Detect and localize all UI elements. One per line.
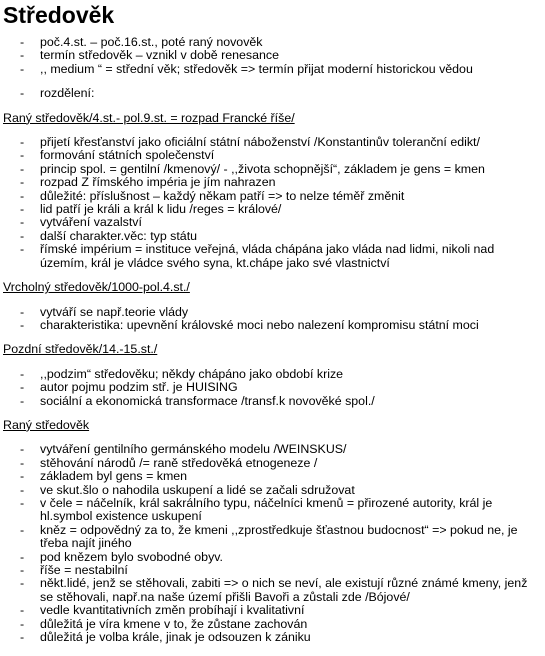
list-item: - vedle kvantitativních změn probíhají i kvalitativní (3, 604, 541, 617)
intro-extra-list (3, 87, 541, 100)
list-item: - charakteristika: upevnění královské moci nebo nalezení kompromisu státní moci (3, 319, 541, 332)
list-item: - princip spol. = gentilní /kmenový/ - ,,života schopnější“, základem je gens = kmen (3, 163, 541, 176)
list-item: - poč.4.st. – poč.16.st., poté raný novověk (3, 36, 541, 49)
list-item: - rozpad Z římského impéria je jím nahrazen (3, 176, 541, 189)
list-item: - vytváření gentilního germánského modelu /WEINSKUS/ (3, 443, 541, 456)
section-heading-early: Raný středověk/4.st.- pol.9.st. = rozpad Francké říše/ (3, 110, 295, 125)
list-item: - termín středověk – vznikl v době renesance (3, 49, 541, 62)
list-item: - důležitá je volba krále, jinak je odsouzen k zániku (3, 631, 541, 644)
section-list-high (3, 306, 541, 333)
list-item: - ve skut.šlo o nahodila uskupení a lidé se začali sdružovat (3, 484, 541, 497)
list-item: - říše = nestabilní (3, 564, 541, 577)
list-item: - vytváří se např.teorie vlády (3, 306, 541, 319)
section-heading-early-2: Raný středověk (3, 417, 90, 432)
list-item: - stěhování národů /= raně středověká etnogeneze / (3, 457, 541, 470)
list-item: - další charakter.věc: typ státu (3, 230, 541, 243)
list-item: - základem byl gens = kmen (3, 470, 541, 483)
list-item: - římské impérium = instituce veřejná, vláda chápána jako vláda nad lidmi, nikoli nad územím, král je vládce svého syna, kt.chápe jako své vlastnictví (3, 243, 541, 270)
list-item: - přijetí křesťanství jako oficiální státní náboženství /Konstantinův toleranční edikt/ (3, 136, 541, 149)
list-item: - vytváření vazalství (3, 216, 541, 229)
section-heading-high: Vrcholný středověk/1000-pol.4.st./ (3, 280, 190, 295)
document-page (3, 2, 541, 644)
list-item: - formování státních společenství (3, 149, 541, 162)
document-title: Středověk (3, 2, 115, 28)
list-item: - autor pojmu podzim stř. je HUISING (3, 381, 541, 394)
list-item: - ,, medium “ = střední věk; středověk => termín přijat moderní historickou vědou (3, 63, 541, 76)
list-item: - kněz = odpovědný za to, že kmeni ,,zprostředkuje šťastnou budocnost“ => pokud ne, je třeba najít jiného (3, 524, 541, 551)
list-item: - pod knězem bylo svobodné obyv. (3, 551, 541, 564)
section-list-early (3, 136, 541, 270)
section-heading-late: Pozdní středověk/14.-15.st./ (3, 342, 158, 357)
list-item: - ,,podzim“ středověku; někdy chápáno jako období krize (3, 368, 541, 381)
list-item: - důležitá je víra kmene v to, že zůstane zachován (3, 618, 541, 631)
list-item: - rozdělení: (3, 87, 541, 100)
section-list-early-2 (3, 443, 541, 644)
list-item: - sociální a ekonomická transformace /transf.k novověké spol./ (3, 395, 541, 408)
list-item: - lid patří je králi a král k lidu /reges = králové/ (3, 203, 541, 216)
section-list-late (3, 368, 541, 408)
list-item: - někt.lidé, jenž se stěhovali, zabiti => o nich se neví, ale existují různé známé kmeny, jenž se stěhovali, např.na naše území přišli Bavoři a zůstali zde /Bójové/ (3, 577, 541, 604)
list-item: - důležité: příslušnost – každý někam patří => to nelze téměř změnit (3, 190, 541, 203)
intro-list (3, 36, 541, 76)
list-item: - v čele = náčelník, král sakrálního typu, náčelníci kmenů = přirozené autority, král je hl.symbol existence uskupení (3, 497, 541, 524)
